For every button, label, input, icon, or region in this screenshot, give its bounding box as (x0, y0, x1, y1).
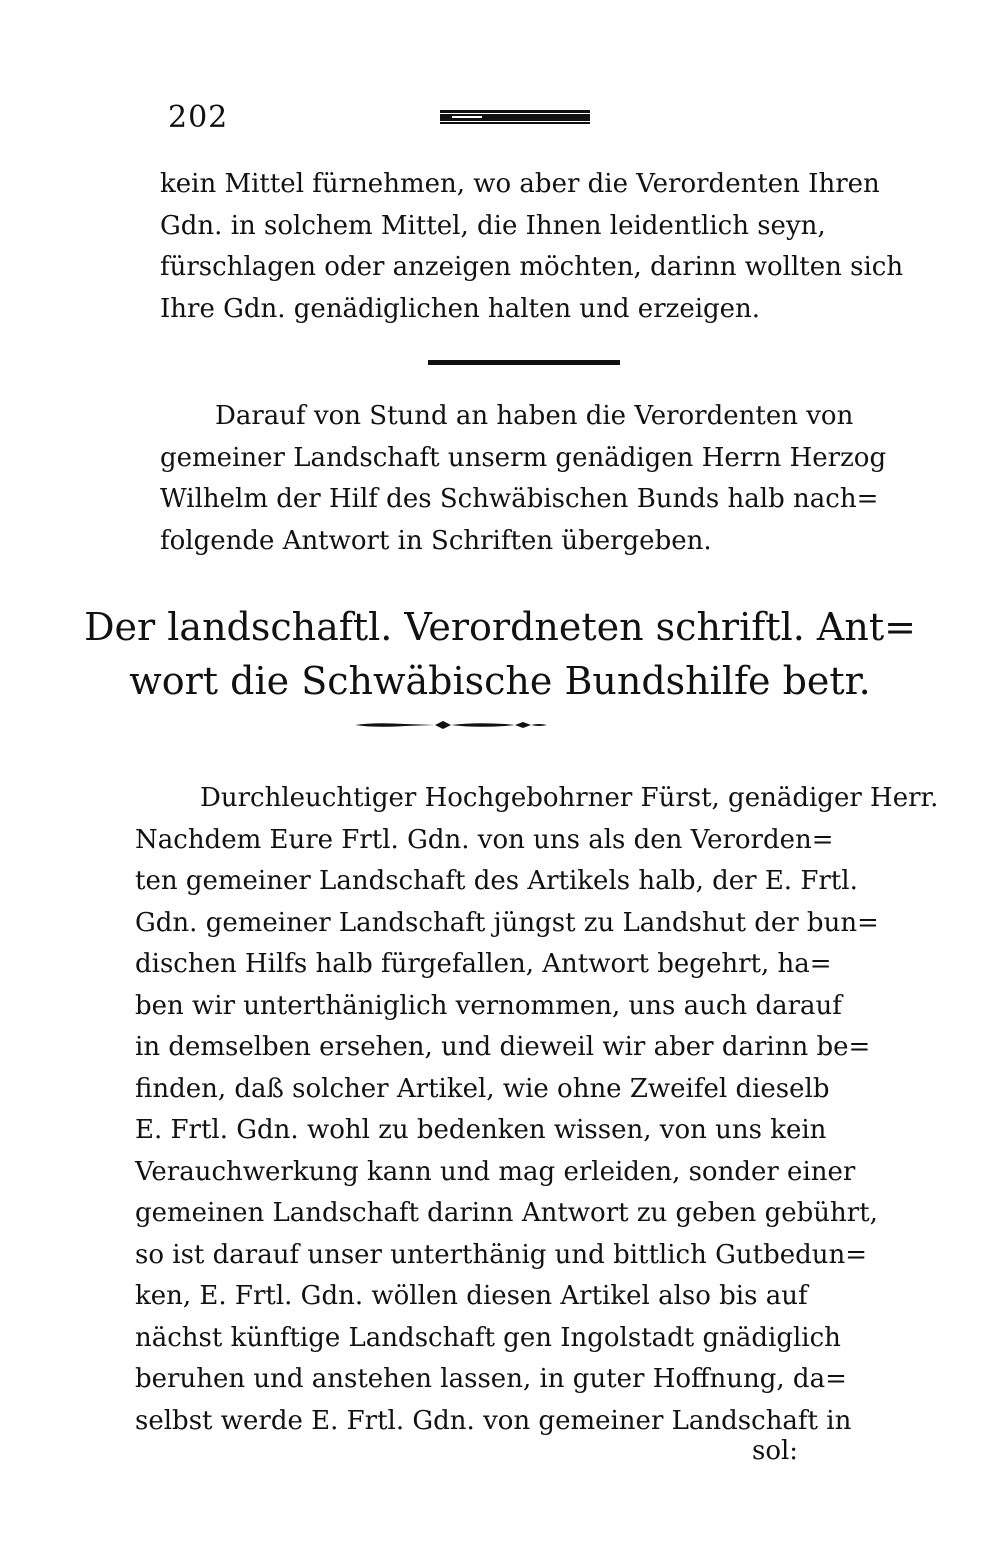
catchword: sol: (752, 1436, 799, 1466)
header-ornament-bar (440, 110, 590, 124)
page-number: 202 (168, 100, 229, 135)
text-line: gemeinen Landschaft darinn Antwort zu geben gebührt, (135, 1198, 878, 1228)
text-line: Gdn. in solchem Mittel, die Ihnen leidentlich seyn, (160, 210, 826, 241)
heading-line: Der landschaftl. Verordneten schriftl. Ant= (84, 605, 916, 649)
paragraph-3 (135, 778, 938, 1442)
text-line: Wilhelm der Hilf des Schwäbischen Bunds halb nach= (160, 484, 879, 514)
text-line: Ihre Gdn. genädiglichen halten und erzeigen. (160, 293, 761, 324)
paragraph-1 (160, 164, 903, 330)
text-line: ten gemeiner Landschaft des Artikels halb, der E. Frtl. (135, 866, 858, 896)
heading-line: wort die Schwäbische Bundshilfe betr. (129, 659, 871, 703)
heading-ornament (355, 719, 547, 731)
text-line: folgende Antwort in Schriften übergeben. (160, 525, 712, 556)
section-divider (428, 360, 620, 365)
text-line: Verauchwerkung kann und mag erleiden, sonder einer (135, 1156, 856, 1187)
paragraph-2 (160, 396, 886, 562)
text-line: ben wir unterthäniglich vernommen, uns auch darauf (135, 990, 842, 1021)
section-heading (0, 600, 1000, 708)
text-line: nächst künftige Landschaft gen Ingolstadt gnädiglich (135, 1322, 841, 1353)
text-line: fürschlagen oder anzeigen möchten, darinn wollten sich (160, 252, 904, 282)
text-line: finden, daß solcher Artikel, wie ohne Zweifel dieselb (135, 1073, 830, 1104)
text-line: E. Frtl. Gdn. wohl zu bedenken wissen, von uns kein (135, 1115, 827, 1145)
text-line: selbst werde E. Frtl. Gdn. von gemeiner Landschaft in (135, 1405, 852, 1436)
text-line: kein Mittel fürnehmen, wo aber die Verordenten Ihren (160, 169, 880, 199)
text-line: dischen Hilfs halb fürgefallen, Antwort begehrt, ha= (135, 949, 832, 979)
text-line: Nachdem Eure Frtl. Gdn. von uns als den Verorden= (135, 824, 834, 855)
text-line: Darauf von Stund an haben die Verordenten von (215, 401, 854, 431)
text-line: Gdn. gemeiner Landschaft jüngst zu Landshut der bun= (135, 907, 879, 938)
text-line: ken, E. Frtl. Gdn. wöllen diesen Artikel also bis auf (135, 1281, 808, 1311)
text-line: Durchleuchtiger Hochgebohrner Fürst, genädiger Herr. (200, 783, 939, 813)
text-line: gemeiner Landschaft unserm genädigen Herrn Herzog (160, 442, 887, 473)
text-line: so ist darauf unser unterthänig und bittlich Gutbedun= (135, 1239, 868, 1270)
text-line: beruhen und anstehen lassen, in guter Hoffnung, da= (135, 1364, 847, 1394)
text-line: in demselben ersehen, und dieweil wir aber darinn be= (135, 1032, 871, 1062)
